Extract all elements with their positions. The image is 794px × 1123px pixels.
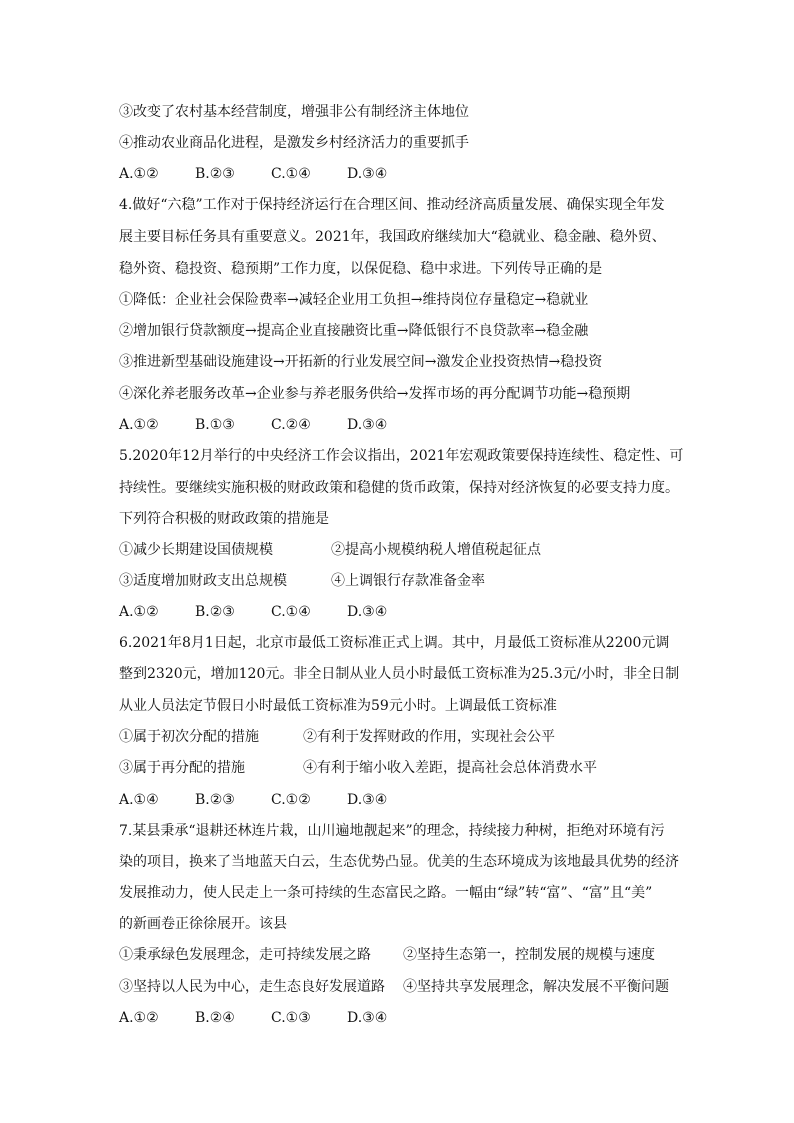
option-b: B.②③ [195,604,235,620]
q7-items-row-2 [119,977,669,997]
q7-stem-line-3: 发展推动力，使人民走上一条可持续的生态富民之路。一幅由“绿”转“富”、“富”且“美” [119,885,653,901]
q6-options [119,790,387,810]
q5-stem-line-1: 5.2020年12月举行的中央经济工作会议指出，2021年宏观政策要保持连续性、稳定性、可 [119,448,684,464]
q5-item-4: ④上调银行存款准备金率 [331,573,485,589]
option-d: D.③④ [347,604,388,620]
q7-item-3: ③坚持以人民为中心，走生态良好发展道路 [119,979,385,995]
q6-items-row-1 [119,727,555,747]
q4-item-2: ②增加银行贷款额度→提高企业直接融资比重→降低银行不良贷款率→稳金融 [119,323,589,339]
q6-stem-line-3: 从业人员法定节假日小时最低工资标准为59元小时。上调最低工资标准 [119,698,557,714]
q7-item-4: ④坚持共享发展理念，解决发展不平衡问题 [403,979,669,995]
option-a: A.①② [119,1010,159,1026]
q3-item-4: ④推动农业商品化进程，是激发乡村经济活力的重要抓手 [119,135,469,151]
option-c: C.①② [271,792,311,808]
option-a: A.①② [119,417,159,433]
q5-stem-line-3: 下列符合积极的财政政策的措施是 [119,511,329,527]
q4-item-1: ①降低：企业社会保险费率→减轻企业用工负担→维持岗位存量稳定→稳就业 [119,292,589,308]
option-c: C.②④ [271,417,311,433]
option-d: D.③④ [347,792,388,808]
q4-stem-line-3: 稳外资、稳投资、稳预期”工作力度，以保促稳、稳中求进。下列传导正确的是 [119,261,603,277]
q6-item-2: ②有利于发挥财政的作用，实现社会公平 [303,729,555,745]
q7-options [119,1008,387,1028]
q5-item-1: ①减少长期建设国债规模 [119,542,273,558]
option-a: A.①② [119,604,159,620]
q5-stem-line-2: 持续性。要继续实施积极的财政政策和稳健的货币政策，保持对经济恢复的必要支持力度。 [119,480,679,496]
q7-items-row-1 [119,945,655,965]
q7-stem-line-2: 染的项目，换来了当地蓝天白云，生态优势凸显。优美的生态环境成为该地最具优势的经济 [119,854,679,870]
q7-stem-line-4: 的新画卷正徐徐展开。该县 [119,916,287,932]
option-c: C.①④ [271,604,311,620]
option-d: D.③④ [347,1010,388,1026]
option-c: C.①④ [271,166,311,182]
option-a: A.①④ [119,792,159,808]
option-a: A.①② [119,166,159,182]
q4-item-3: ③推进新型基础设施建设→开拓新的行业发展空间→激发企业投资热情→稳投资 [119,354,603,370]
q4-stem-line-1: 4.做好“六稳”工作对于保持经济运行在合理区间、推动经济高质量发展、确保实现全年发 [119,197,665,213]
q7-item-1: ①秉承绿色发展理念，走可持续发展之路 [119,947,371,963]
q3-item-3: ③改变了农村基本经营制度，增强非公有制经济主体地位 [119,104,469,120]
option-d: D.③④ [347,166,388,182]
option-b: B.②④ [195,1010,235,1026]
option-c: C.①③ [271,1010,311,1026]
q6-items-row-2 [119,758,597,778]
q5-item-2: ②提高小规模纳税人增值税起征点 [331,542,541,558]
q7-stem-line-1: 7.某县秉承“退耕还林连片栽，山川遍地靓起来”的理念，持续接力种树，拒绝对环境有污 [119,823,665,839]
q4-stem-line-2: 展主要目标任务具有重要意义。2021年，我国政府继续加大“稳就业、稳金融、稳外贸、 [119,229,666,245]
q6-stem-line-2: 整到2320元，增加120元。非全日制从业人员小时最低工资标准为25.3元/小时，非全日制 [119,666,680,682]
q4-options [119,415,387,435]
q6-stem-line-1: 6.2021年8月1日起，北京市最低工资标准正式上调。其中，月最低工资标准从2200元调 [119,635,670,651]
option-b: B.②③ [195,166,235,182]
option-d: D.③④ [347,417,388,433]
option-b: B.②③ [195,792,235,808]
q5-options [119,602,387,622]
q4-item-4: ④深化养老服务改革→企业参与养老服务供给→发挥市场的再分配调节功能→稳预期 [119,386,631,402]
q7-item-2: ②坚持生态第一，控制发展的规模与速度 [403,947,655,963]
q3-options [119,164,387,184]
option-b: B.①③ [195,417,235,433]
q6-item-4: ④有利于缩小收入差距，提高社会总体消费水平 [303,760,597,776]
q5-items-row-2 [119,571,485,591]
q6-item-1: ①属于初次分配的措施 [119,729,259,745]
q5-item-3: ③适度增加财政支出总规模 [119,573,287,589]
q6-item-3: ③属于再分配的措施 [119,760,245,776]
q5-items-row-1 [119,540,541,560]
